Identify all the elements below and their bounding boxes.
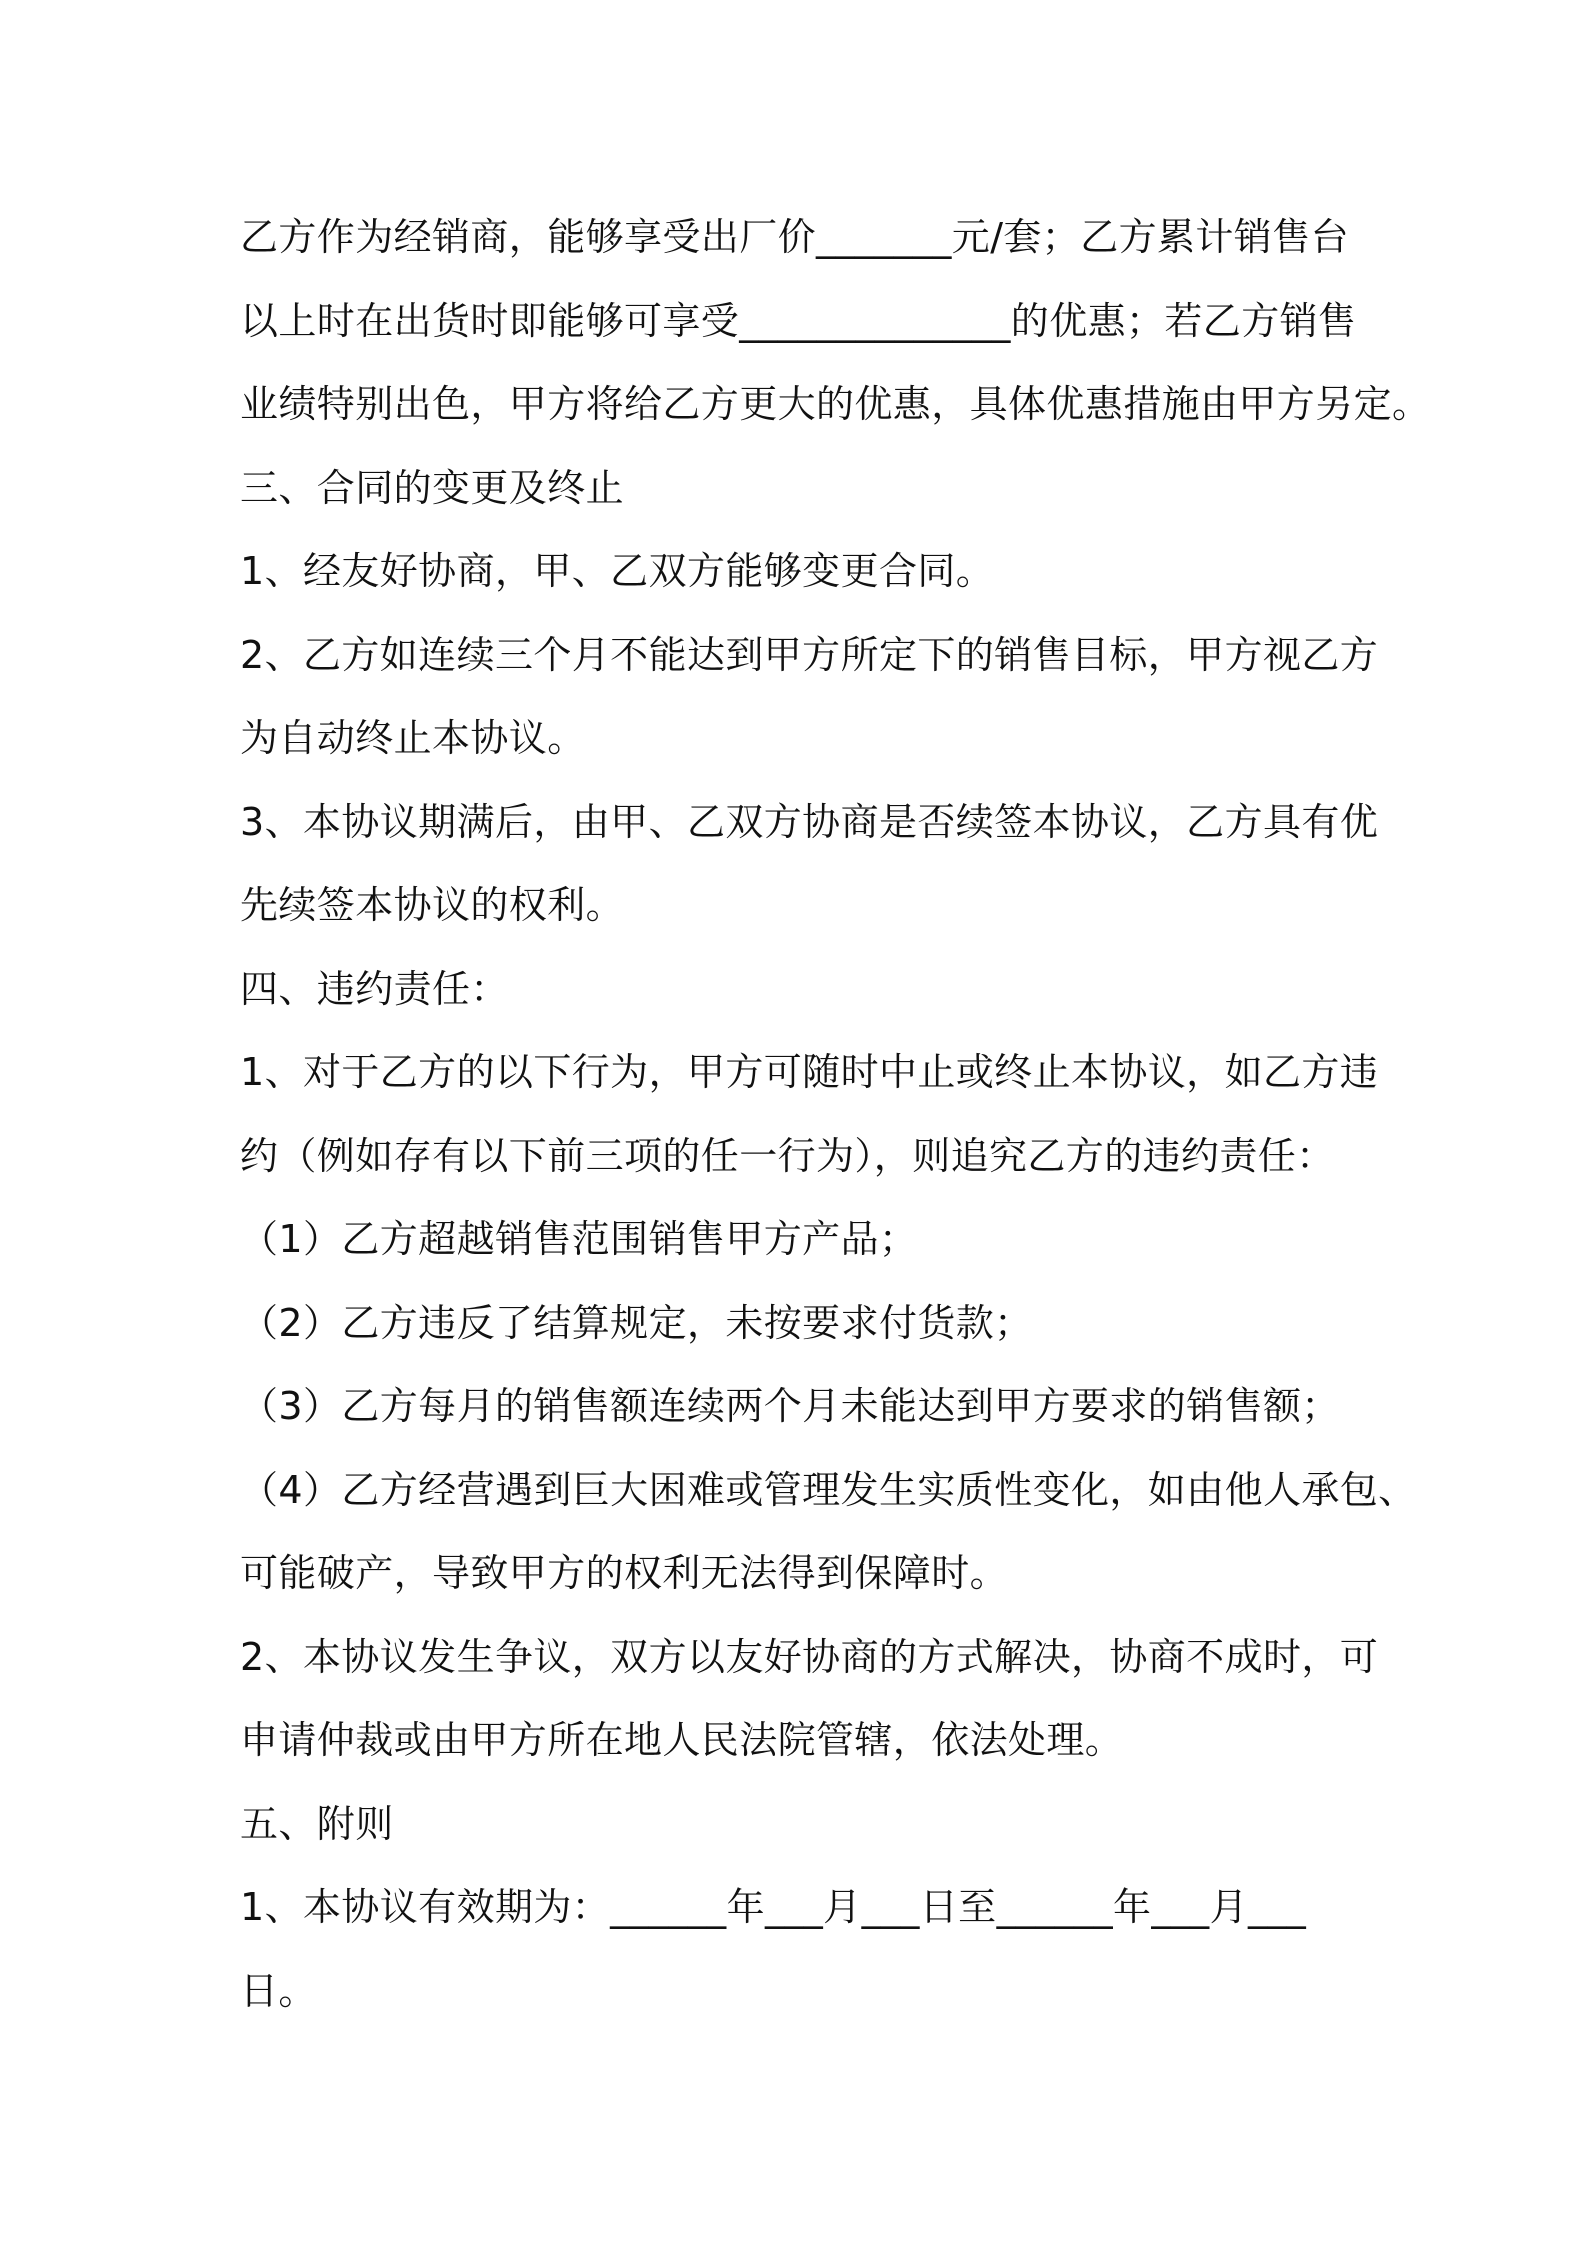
text-line: 业绩特别出色，甲方将给乙方更大的优惠，具体优惠措施由甲方另定。 — [240, 382, 1431, 426]
text-line: 为自动终止本协议。 — [240, 716, 586, 760]
text-line: 先续签本协议的权利。 — [240, 883, 625, 927]
text-line: 日。 — [240, 1968, 317, 2013]
text-line: 申请仲裁或由甲方所在地人民法院管辖，依法处理。 — [240, 1718, 1124, 1762]
text-line: 以上时在出货时即能够可享受______________的优惠；若乙方销售 — [240, 298, 1357, 343]
list-item: （4）乙方经营遇到巨大困难或管理发生实质性变化，如由他人承包、 — [240, 1467, 1417, 1512]
text-line: 1、本协议有效期为：______年___月___日至______年___月___ — [240, 1885, 1307, 1929]
text-line: 2、本协议发生争议，双方以友好协商的方式解决，协商不成时，可 — [240, 1634, 1379, 1679]
text-line: 3、本协议期满后，由甲、乙双方协商是否续签本协议，乙方具有优 — [240, 799, 1379, 844]
text-line: 可能破产，导致甲方的权利无法得到保障时。 — [240, 1551, 1009, 1595]
text-line: 约（例如存有以下前三项的任一行为），则追究乙方的违约责任： — [240, 1133, 1335, 1178]
section-heading: 五、附则 — [240, 1801, 394, 1846]
list-item: （1）乙方超越销售范围销售甲方产品； — [240, 1217, 918, 1261]
list-item: （3）乙方每月的销售额连续两个月未能达到甲方要求的销售额； — [240, 1384, 1340, 1428]
contract-text — [240, 196, 1431, 2033]
text-line: 1、经友好协商，甲、乙双方能够变更合同。 — [240, 549, 995, 593]
section-heading: 四、违约责任： — [240, 966, 509, 1011]
text-line: 2、乙方如连续三个月不能达到甲方所定下的销售目标，甲方视乙方 — [240, 632, 1379, 677]
text-line: 乙方作为经销商，能够享受出厂价_______元/套；乙方累计销售台 — [240, 215, 1350, 259]
list-item: （2）乙方违反了结算规定，未按要求付货款； — [240, 1300, 1033, 1345]
text-line: 1、对于乙方的以下行为，甲方可随时中止或终止本协议，如乙方违 — [240, 1050, 1379, 1094]
section-heading: 三、合同的变更及终止 — [240, 465, 625, 510]
